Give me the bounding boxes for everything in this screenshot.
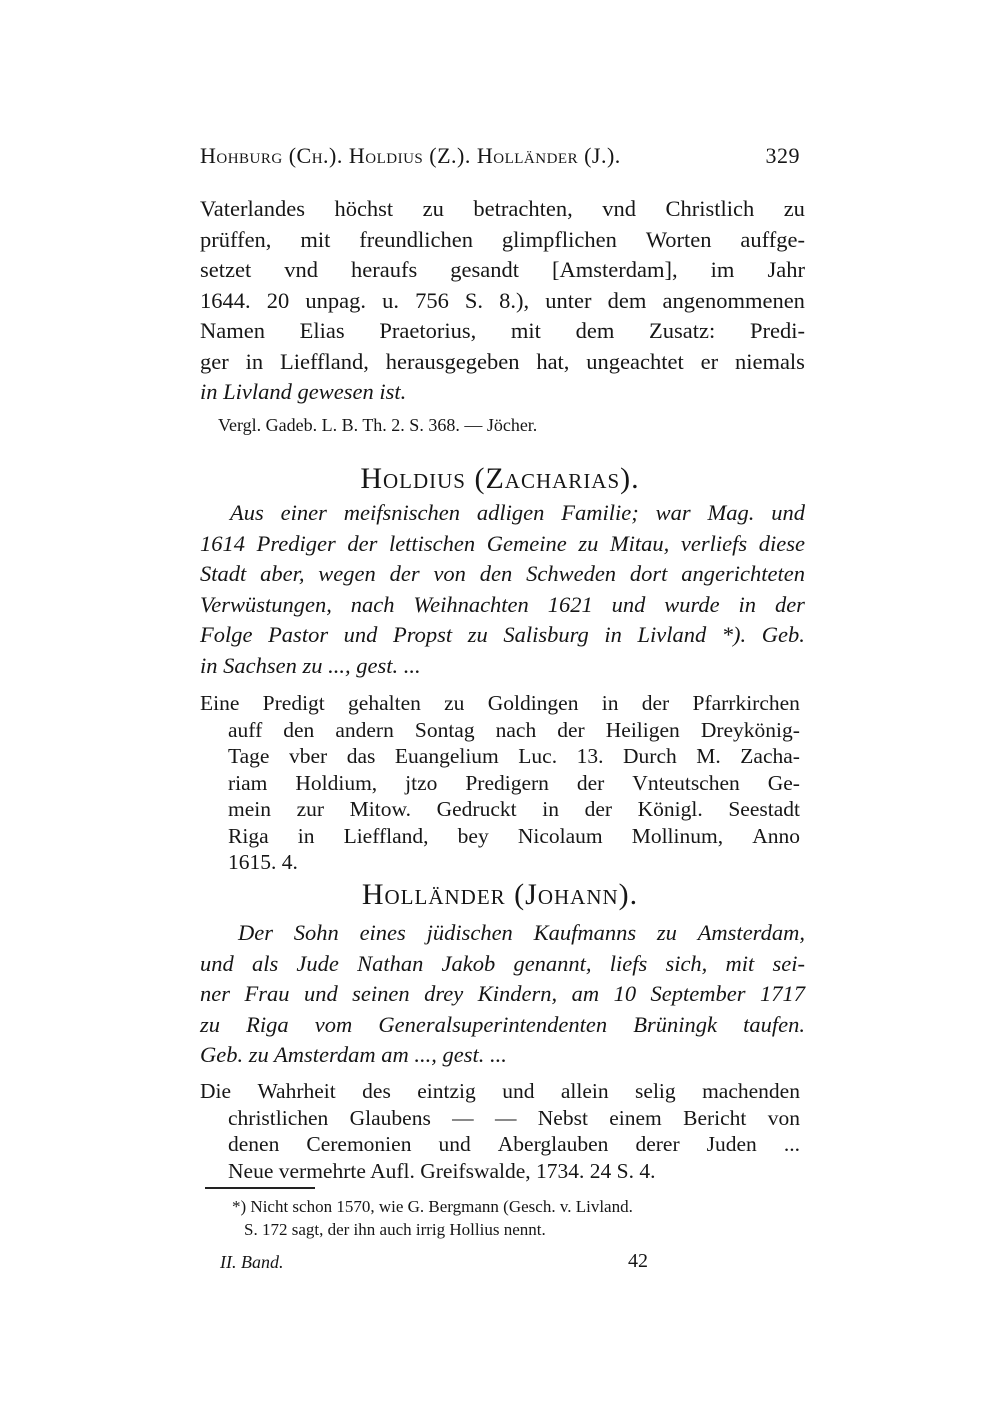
bib-line: riam Holdium, jtzo Predigern der Vnteutschen Ge- <box>228 770 800 795</box>
holdius-biography <box>200 498 805 681</box>
text-line: Stadt aber, wegen der von den Schweden dort angerichteten <box>200 561 805 586</box>
text-line: in Livland gewesen ist. <box>200 379 407 404</box>
text-line: Namen Elias Praetorius, mit dem Zusatz: Predi- <box>200 318 805 343</box>
bib-line: mein zur Mitow. Gedruckt in der Königl. Seestadt <box>228 797 800 821</box>
text-line: setzet vnd heraufs gesandt [Amsterdam], im Jahr <box>200 257 805 282</box>
entry-continuation <box>200 194 805 408</box>
text-line: Der Sohn eines jüdischen Kaufmanns zu Amsterdam, <box>238 920 805 945</box>
bib-line: denen Ceremonien und Aberglauben derer Juden ... <box>228 1132 800 1156</box>
bib-line: Die Wahrheit des eintzig und allein selig machenden <box>200 1079 800 1103</box>
entry-heading-holdius: Holdius (Zacharias). <box>360 462 640 495</box>
text-line: ner Frau und seinen drey Kindern, am 10 September 1717 <box>200 981 805 1006</box>
text-line: 1644. 20 unpag. u. 756 S. 8.), unter dem angenommenen <box>200 287 805 313</box>
running-head-title: Hohburg (Ch.). Holdius (Z.). Holländer (J.). <box>200 143 621 168</box>
text-line: Folge Pastor und Propst zu Salisburg in Livland *). Geb. <box>200 622 805 647</box>
bib-line: christlichen Glaubens — — Nebst einem Bericht von <box>228 1105 800 1130</box>
bib-line: Eine Predigt gehalten zu Goldingen in der Pfarrkirchen <box>200 691 800 715</box>
entry-heading-hollaender: Holländer (Johann). <box>361 878 639 911</box>
bib-line: auff den andern Sontag nach der Heiligen Dreykönig- <box>228 717 800 742</box>
sheet-signature: 42 <box>628 1250 648 1272</box>
text-line: prüffen, mit freundlichen glimpflichen Worten auffge- <box>200 226 805 252</box>
volume-signature: II. Band. <box>220 1252 284 1272</box>
bib-line: Riga in Lieffland, bey Nicolaum Mollinum, Anno <box>228 823 800 848</box>
footnote-line: *) Nicht schon 1570, wie G. Bergmann (Gesch. v. Livland. <box>232 1197 633 1216</box>
text-line: 1614 Prediger der lettischen Gemeine zu Mitau, verliefs diese <box>200 530 805 556</box>
text-line: Aus einer meifsnischen adligen Familie; war Mag. und <box>230 500 805 525</box>
text-line: Geb. zu Amsterdam am ..., gest. ... <box>200 1042 507 1067</box>
bib-line: Neue vermehrte Aufl. Greifswalde, 1734. 24 S. 4. <box>228 1158 656 1183</box>
page-number: 329 <box>765 143 800 168</box>
reference-note: Vergl. Gadeb. L. B. Th. 2. S. 368. — Jöcher. <box>218 415 538 435</box>
bib-line: 1615. 4. <box>228 850 298 874</box>
text-line: Vaterlandes höchst zu betrachten, vnd Christlich zu <box>200 196 805 221</box>
text-line: in Sachsen zu ..., gest. ... <box>200 652 421 678</box>
running-head <box>200 143 800 169</box>
hollaender-biography <box>200 918 805 1071</box>
text-line: zu Riga vom Generalsuperintendenten Brüningk taufen. <box>200 1011 805 1037</box>
text-line: Verwüstungen, nach Weihnachten 1621 und wurde in der <box>200 591 805 617</box>
text-line: ger in Lieffland, herausgegeben hat, ungeachtet er niemals <box>200 348 805 374</box>
hollaender-work <box>200 1078 800 1184</box>
footnote-line: S. 172 sagt, der ihn auch irrig Hollius nennt. <box>244 1220 546 1239</box>
text-line: und als Jude Nathan Jakob genannt, liefs sich, mit sei- <box>200 950 805 976</box>
holdius-work <box>200 690 800 876</box>
footnote <box>232 1195 633 1241</box>
bib-line: Tage vber das Euangelium Luc. 13. Durch M. Zacha- <box>228 744 800 768</box>
footnote-divider <box>205 1187 315 1189</box>
